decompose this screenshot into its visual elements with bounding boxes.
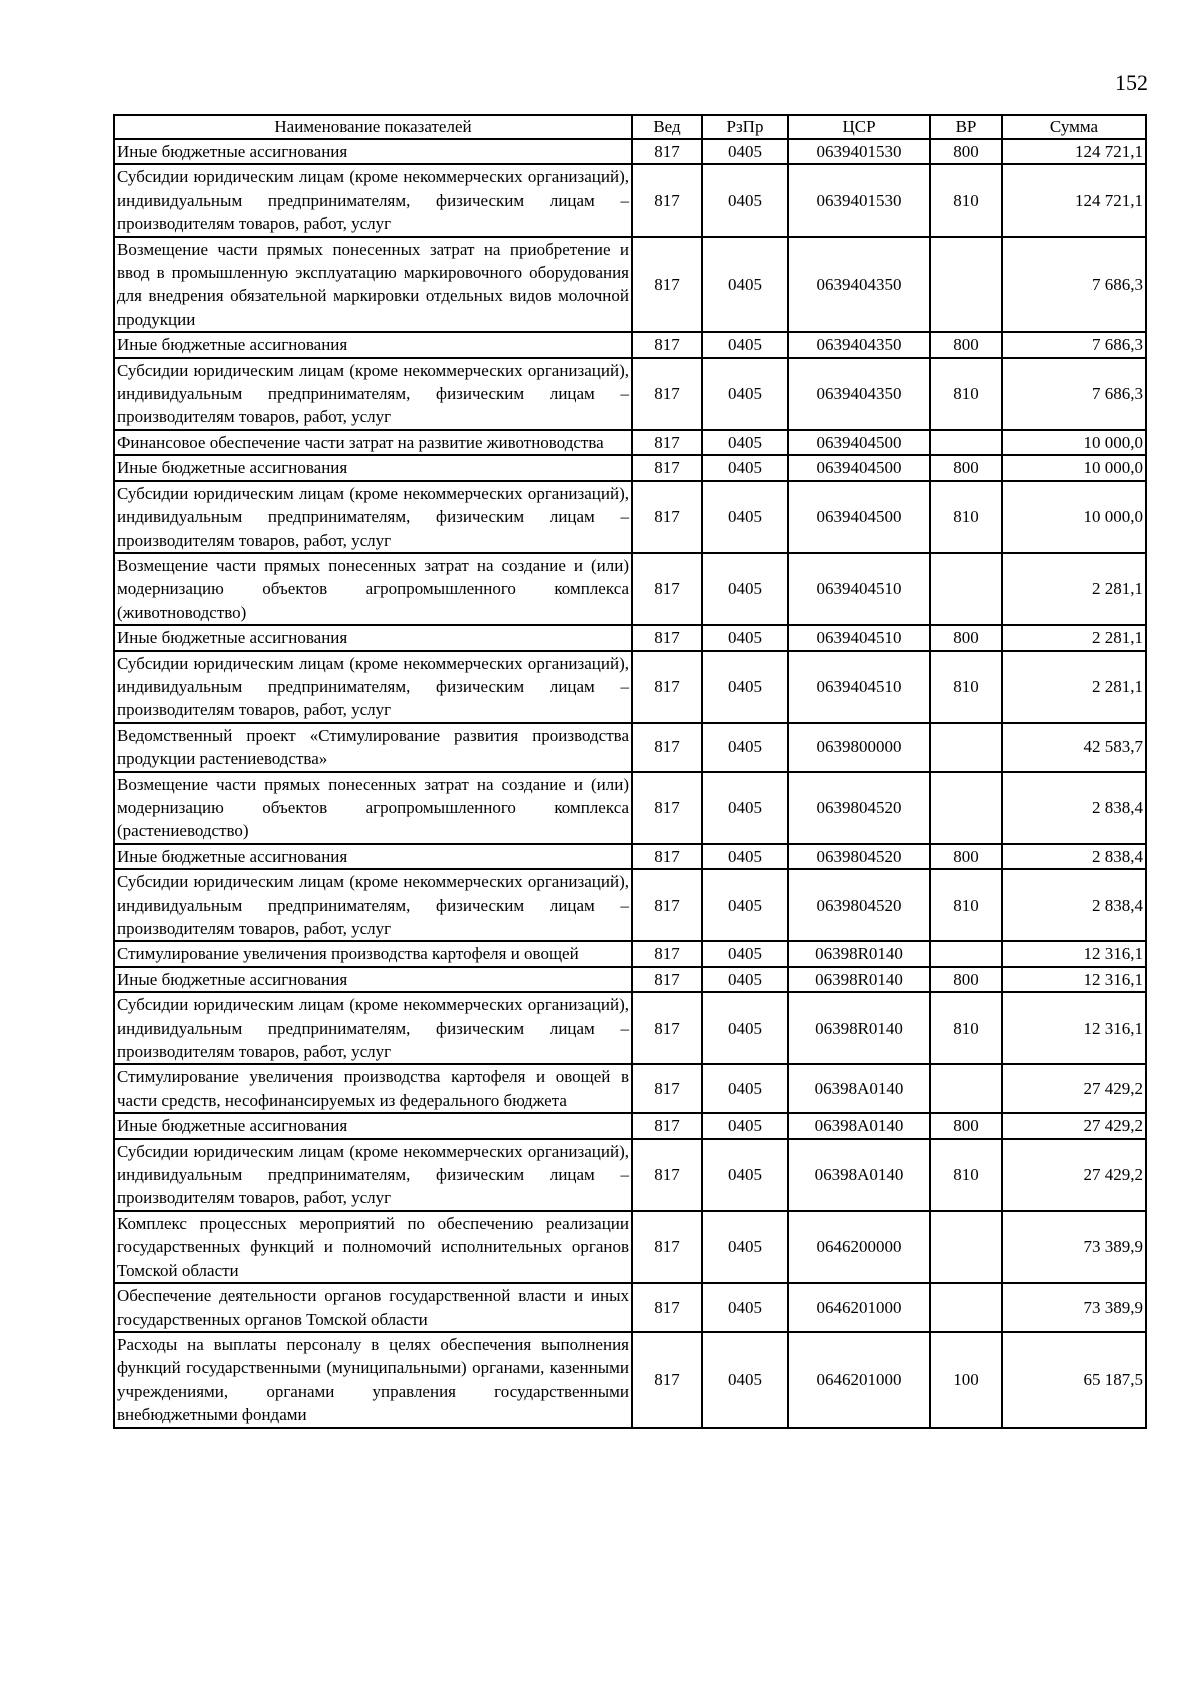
- cell-csr: 0646201000: [788, 1332, 930, 1428]
- cell-csr: 0639804520: [788, 869, 930, 941]
- cell-sum: 2 281,1: [1002, 553, 1146, 625]
- table-row: [114, 844, 1146, 869]
- cell-sum: 7 686,3: [1002, 358, 1146, 430]
- cell-ved: 817: [632, 1283, 702, 1332]
- cell-sum: 12 316,1: [1002, 967, 1146, 992]
- cell-name: Возмещение части прямых понесенных затрат на приобретение и ввод в промышленную эксплуатацию маркировочного оборудования для внедрения обязательной маркировки отдельных видов молочной продукции: [114, 237, 632, 333]
- cell-rzpr: 0405: [702, 1283, 788, 1332]
- cell-sum: 73 389,9: [1002, 1283, 1146, 1332]
- cell-csr: 0639800000: [788, 723, 930, 772]
- header-name: Наименование показателей: [114, 115, 632, 139]
- cell-vr: 800: [930, 844, 1002, 869]
- cell-vr: 810: [930, 481, 1002, 553]
- cell-name: Субсидии юридическим лицам (кроме некоммерческих организаций), индивидуальным предпринимателям, физическим лицам – производителям товаров, работ, услуг: [114, 869, 632, 941]
- cell-rzpr: 0405: [702, 1332, 788, 1428]
- cell-rzpr: 0405: [702, 553, 788, 625]
- cell-name: Иные бюджетные ассигнования: [114, 455, 632, 480]
- cell-vr: 810: [930, 992, 1002, 1064]
- cell-ved: 817: [632, 1139, 702, 1211]
- cell-csr: 0639401530: [788, 139, 930, 164]
- cell-csr: 06398A0140: [788, 1113, 930, 1138]
- cell-csr: 0639404510: [788, 553, 930, 625]
- header-rzpr: РзПр: [702, 115, 788, 139]
- cell-vr: 810: [930, 164, 1002, 236]
- cell-csr: 06398A0140: [788, 1139, 930, 1211]
- cell-name: Финансовое обеспечение части затрат на развитие животноводства: [114, 430, 632, 455]
- cell-sum: 12 316,1: [1002, 992, 1146, 1064]
- cell-sum: 10 000,0: [1002, 481, 1146, 553]
- cell-name: Стимулирование увеличения производства картофеля и овощей: [114, 941, 632, 966]
- cell-name: Обеспечение деятельности органов государственной власти и иных государственных органов Томской области: [114, 1283, 632, 1332]
- cell-csr: 0639404510: [788, 651, 930, 723]
- cell-ved: 817: [632, 139, 702, 164]
- table-row: [114, 553, 1146, 625]
- cell-ved: 817: [632, 992, 702, 1064]
- cell-rzpr: 0405: [702, 1211, 788, 1283]
- cell-ved: 817: [632, 430, 702, 455]
- cell-csr: 0639804520: [788, 772, 930, 844]
- cell-vr: [930, 723, 1002, 772]
- cell-rzpr: 0405: [702, 358, 788, 430]
- header-ved: Вед: [632, 115, 702, 139]
- header-vr: ВР: [930, 115, 1002, 139]
- cell-csr: 0639404510: [788, 625, 930, 650]
- cell-vr: [930, 941, 1002, 966]
- cell-rzpr: 0405: [702, 430, 788, 455]
- table-header-row: [114, 115, 1146, 139]
- cell-vr: [930, 237, 1002, 333]
- cell-sum: 2 838,4: [1002, 844, 1146, 869]
- table-row: [114, 1139, 1146, 1211]
- cell-rzpr: 0405: [702, 625, 788, 650]
- cell-sum: 7 686,3: [1002, 237, 1146, 333]
- cell-name: Субсидии юридическим лицам (кроме некоммерческих организаций), индивидуальным предпринимателям, физическим лицам – производителям товаров, работ, услуг: [114, 164, 632, 236]
- cell-rzpr: 0405: [702, 992, 788, 1064]
- cell-ved: 817: [632, 651, 702, 723]
- cell-vr: [930, 1283, 1002, 1332]
- cell-name: Иные бюджетные ассигнования: [114, 139, 632, 164]
- cell-ved: 817: [632, 1332, 702, 1428]
- cell-sum: 73 389,9: [1002, 1211, 1146, 1283]
- cell-rzpr: 0405: [702, 1139, 788, 1211]
- cell-name: Субсидии юридическим лицам (кроме некоммерческих организаций), индивидуальным предпринимателям, физическим лицам – производителям товаров, работ, услуг: [114, 358, 632, 430]
- cell-rzpr: 0405: [702, 941, 788, 966]
- cell-name: Возмещение части прямых понесенных затрат на создание и (или) модернизацию объектов агропромышленного комплекса (животноводство): [114, 553, 632, 625]
- cell-sum: 124 721,1: [1002, 164, 1146, 236]
- cell-ved: 817: [632, 844, 702, 869]
- cell-ved: 817: [632, 237, 702, 333]
- cell-name: Ведомственный проект «Стимулирование развития производства продукции растениеводства»: [114, 723, 632, 772]
- cell-ved: 817: [632, 553, 702, 625]
- cell-ved: 817: [632, 723, 702, 772]
- cell-ved: 817: [632, 1064, 702, 1113]
- table-row: [114, 625, 1146, 650]
- cell-ved: 817: [632, 941, 702, 966]
- cell-name: Иные бюджетные ассигнования: [114, 967, 632, 992]
- cell-vr: 800: [930, 967, 1002, 992]
- cell-csr: 0639404350: [788, 332, 930, 357]
- cell-name: Возмещение части прямых понесенных затрат на создание и (или) модернизацию объектов агропромышленного комплекса (растениеводство): [114, 772, 632, 844]
- table-row: [114, 139, 1146, 164]
- table-row: [114, 237, 1146, 333]
- cell-csr: 0639404500: [788, 430, 930, 455]
- cell-csr: 0639404500: [788, 455, 930, 480]
- cell-ved: 817: [632, 967, 702, 992]
- cell-rzpr: 0405: [702, 723, 788, 772]
- cell-sum: 27 429,2: [1002, 1113, 1146, 1138]
- cell-vr: 810: [930, 651, 1002, 723]
- table-row: [114, 1113, 1146, 1138]
- cell-vr: 100: [930, 1332, 1002, 1428]
- cell-csr: 0639804520: [788, 844, 930, 869]
- cell-rzpr: 0405: [702, 164, 788, 236]
- table-row: [114, 869, 1146, 941]
- header-csr: ЦСР: [788, 115, 930, 139]
- cell-rzpr: 0405: [702, 869, 788, 941]
- cell-rzpr: 0405: [702, 237, 788, 333]
- cell-sum: 65 187,5: [1002, 1332, 1146, 1428]
- table-row: [114, 481, 1146, 553]
- cell-ved: 817: [632, 625, 702, 650]
- cell-sum: 124 721,1: [1002, 139, 1146, 164]
- cell-csr: 0646200000: [788, 1211, 930, 1283]
- cell-name: Расходы на выплаты персоналу в целях обеспечения выполнения функций государственными (муниципальными) органами, казенными учреждениями, органами управления государственными внебюджетными фондами: [114, 1332, 632, 1428]
- cell-rzpr: 0405: [702, 139, 788, 164]
- table-row: [114, 430, 1146, 455]
- cell-ved: 817: [632, 481, 702, 553]
- cell-csr: 0639404350: [788, 358, 930, 430]
- table-row: [114, 358, 1146, 430]
- cell-csr: 06398R0140: [788, 992, 930, 1064]
- cell-ved: 817: [632, 164, 702, 236]
- cell-ved: 817: [632, 455, 702, 480]
- cell-sum: 12 316,1: [1002, 941, 1146, 966]
- cell-rzpr: 0405: [702, 772, 788, 844]
- cell-name: Субсидии юридическим лицам (кроме некоммерческих организаций), индивидуальным предпринимателям, физическим лицам – производителям товаров, работ, услуг: [114, 481, 632, 553]
- cell-name: Иные бюджетные ассигнования: [114, 844, 632, 869]
- cell-vr: 800: [930, 332, 1002, 357]
- cell-name: Стимулирование увеличения производства картофеля и овощей в части средств, несофинансируемых из федерального бюджета: [114, 1064, 632, 1113]
- table-row: [114, 1332, 1146, 1428]
- cell-vr: [930, 1064, 1002, 1113]
- cell-sum: 2 838,4: [1002, 869, 1146, 941]
- table-row: [114, 1211, 1146, 1283]
- cell-name: Иные бюджетные ассигнования: [114, 1113, 632, 1138]
- cell-rzpr: 0405: [702, 1064, 788, 1113]
- cell-csr: 0639404500: [788, 481, 930, 553]
- cell-name: Иные бюджетные ассигнования: [114, 625, 632, 650]
- cell-ved: 817: [632, 358, 702, 430]
- cell-vr: 800: [930, 455, 1002, 480]
- cell-csr: 06398R0140: [788, 967, 930, 992]
- cell-vr: 810: [930, 869, 1002, 941]
- table-row: [114, 164, 1146, 236]
- cell-sum: 42 583,7: [1002, 723, 1146, 772]
- cell-vr: [930, 772, 1002, 844]
- cell-vr: 800: [930, 139, 1002, 164]
- table-row: [114, 941, 1146, 966]
- page-number: 152: [1115, 70, 1148, 95]
- cell-ved: 817: [632, 1211, 702, 1283]
- cell-rzpr: 0405: [702, 651, 788, 723]
- header-sum: Сумма: [1002, 115, 1146, 139]
- cell-sum: 7 686,3: [1002, 332, 1146, 357]
- cell-name: Субсидии юридическим лицам (кроме некоммерческих организаций), индивидуальным предпринимателям, физическим лицам – производителям товаров, работ, услуг: [114, 651, 632, 723]
- cell-name: Субсидии юридическим лицам (кроме некоммерческих организаций), индивидуальным предпринимателям, физическим лицам – производителям товаров, работ, услуг: [114, 992, 632, 1064]
- cell-vr: 810: [930, 1139, 1002, 1211]
- cell-sum: 2 838,4: [1002, 772, 1146, 844]
- table-row: [114, 772, 1146, 844]
- cell-csr: 0639404350: [788, 237, 930, 333]
- cell-sum: 2 281,1: [1002, 651, 1146, 723]
- cell-ved: 817: [632, 1113, 702, 1138]
- cell-csr: 06398A0140: [788, 1064, 930, 1113]
- cell-ved: 817: [632, 772, 702, 844]
- cell-vr: 800: [930, 625, 1002, 650]
- cell-vr: 810: [930, 358, 1002, 430]
- cell-csr: 06398R0140: [788, 941, 930, 966]
- cell-ved: 817: [632, 869, 702, 941]
- cell-vr: 800: [930, 1113, 1002, 1138]
- cell-csr: 0646201000: [788, 1283, 930, 1332]
- cell-rzpr: 0405: [702, 455, 788, 480]
- cell-name: Иные бюджетные ассигнования: [114, 332, 632, 357]
- table-row: [114, 1064, 1146, 1113]
- table-row: [114, 455, 1146, 480]
- table-row: [114, 992, 1146, 1064]
- cell-rzpr: 0405: [702, 481, 788, 553]
- cell-name: Комплекс процессных мероприятий по обеспечению реализации государственных функций и полномочий исполнительных органов Томской области: [114, 1211, 632, 1283]
- cell-rzpr: 0405: [702, 844, 788, 869]
- cell-rzpr: 0405: [702, 1113, 788, 1138]
- cell-ved: 817: [632, 332, 702, 357]
- table-row: [114, 651, 1146, 723]
- cell-sum: 27 429,2: [1002, 1139, 1146, 1211]
- table-row: [114, 332, 1146, 357]
- cell-vr: [930, 553, 1002, 625]
- table-row: [114, 723, 1146, 772]
- cell-rzpr: 0405: [702, 967, 788, 992]
- table-row: [114, 967, 1146, 992]
- cell-rzpr: 0405: [702, 332, 788, 357]
- table-row: [114, 1283, 1146, 1332]
- cell-sum: 27 429,2: [1002, 1064, 1146, 1113]
- cell-sum: 2 281,1: [1002, 625, 1146, 650]
- cell-vr: [930, 1211, 1002, 1283]
- cell-csr: 0639401530: [788, 164, 930, 236]
- cell-sum: 10 000,0: [1002, 430, 1146, 455]
- cell-vr: [930, 430, 1002, 455]
- cell-sum: 10 000,0: [1002, 455, 1146, 480]
- cell-name: Субсидии юридическим лицам (кроме некоммерческих организаций), индивидуальным предпринимателям, физическим лицам – производителям товаров, работ, услуг: [114, 1139, 632, 1211]
- budget-table: [113, 114, 1147, 1429]
